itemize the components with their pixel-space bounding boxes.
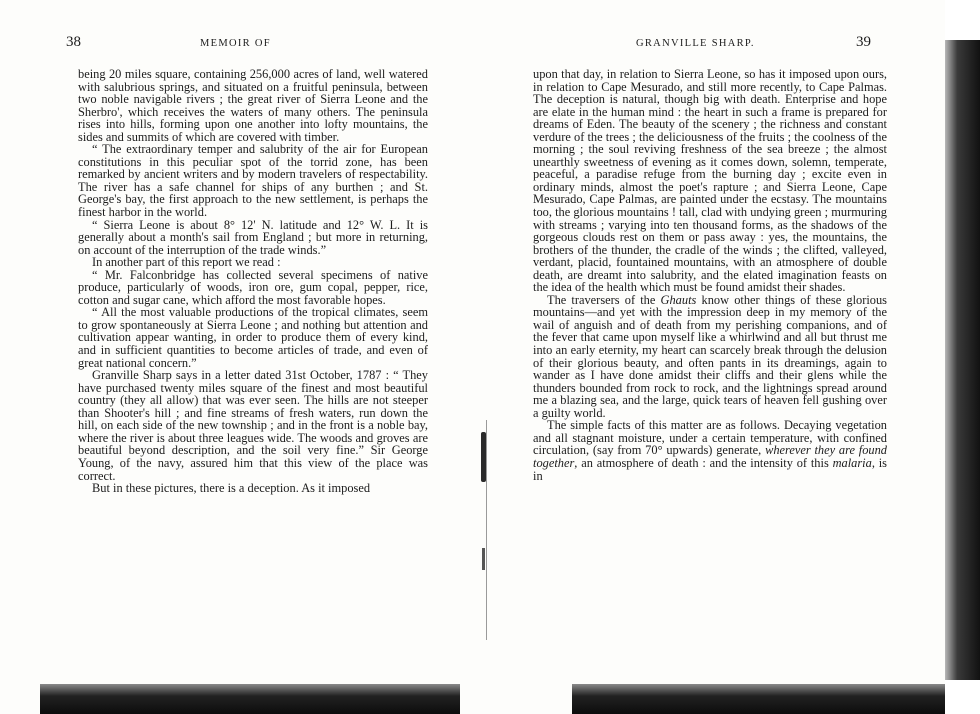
gutter-line [486,420,487,640]
paragraph: “ Mr. Falconbridge has collected several specimens of native produce, particularly of woods, iron ore, gum copal, pepper, rice, cotton and sugar cane, which afford the most favorable hopes. [78,267,428,307]
gutter-mark-small [482,548,485,570]
paragraph: upon that day, in relation to Sierra Leone, so has it imposed upon ours, in relation to Cape Mesurado, and still more recently, to Cape Palmas. The deception is natural, though big with death. Enterprise and hope are elate in the human mind : the heart in such a frame is prepared for dreams of Eden. The beauty of the scenery ; the richness and constant verdure of the trees ; the deliciousness of the fruits ; the coolness of the morning ; the soul reviving freshness of the sea breeze ; the almost unearthly sweetness of evening as it comes down, solemn, temperate, peaceful, a paradise refuge from the burning day ; excite even in ordinary minds, almost the poet's rapture ; and Sierra Leone, Cape Mesurado, Cape Palmas, are painted under the ecstasy. The mountains too, the glorious mountains ! tall, clad with undying green ; murmuring with streams ; varying into ten thousand forms, as the shadows of the gorgeous clouds rest on them or pass away : yes, the mountains, the brothers of the thunder, the cradle of the winds ; the clifted, valleyed, verdant, placid, fountained mountains, with an atmosphere of double death, are dreamt into salubrity, and the elated imagination feasts on the idea of the health which must be found amidst their shades. [533,67,887,295]
paragraph: In another part of this report we read : [92,255,281,270]
page-number-right: 39 [856,34,871,50]
page-edge-shadow [945,40,980,680]
bottom-scan-band-right [572,684,945,714]
paragraph: The traversers of the Ghauts know other things of these glorious mountains—and yet with the impression deep in my memory of the wail of anguish and of death from my perishing companions, and of the fever that came upon myself like a whirlwind and all but thrust me into an early eternity, my heart can scarcely break through the delusion of their glorious beauty, and often pants in its dreamings, again to wander as I have done amidst their cliffs and their glens while the thunders bounded from rock to rock, and the lightnings spread around me a blazing sea, and the large, quick tears of heaven fell gushing over a guilty world. [533,292,887,420]
paragraph: “ The extraordinary temper and salubrity of the air for European constitutions in this peculiar spot of the torrid zone, has been remarked by ancient writers and by modern travelers of respectability. The river has a safe channel for ships of any burthen ; and St. George's bay, the first approach to the new settlement, is perhaps the finest harbor in the world. [78,142,428,220]
bottom-scan-band-left [40,684,460,714]
emphasis: wherever they are found together [533,443,887,470]
emphasis: Ghauts [660,292,697,307]
paragraph: But in these pictures, there is a deception. As it imposed [92,481,371,496]
paragraph: being 20 miles square, containing 256,000 acres of land, well watered with salubrious springs, and situated on a fruitful peninsula, between two noble navigable rivers ; the great river of Sierra Leone and the Sherbro', which receives the waters of many others. The peninsula rises into hills, forming upon one another into lofty mountains, the sides and summits of which are covered with timber. [78,67,428,144]
page-number-left: 38 [66,34,81,50]
running-head-right: GRANVILLE SHARP. [636,38,755,49]
paragraph: “ Sierra Leone is about 8° 12' N. latitude and 12° W. L. It is generally about a month's sail from England ; but more in returning, on account of the interruption of the trade winds.” [78,217,428,257]
gutter-mark [481,432,486,482]
paragraph: Granville Sharp says in a letter dated 31st October, 1787 : “ They have purchased twenty miles square of the finest and most beautiful country (they all allow) that was ever seen. The hills are not steeper than Shooter's hill ; and fine streams of fresh waters, run down the hill, on each side of the new township ; and in the front is a noble bay, where the river is about three leagues wide. The woods and groves are beautiful beyond description, and the soil very fine.” Sir George Young, of the navy, assured him that this view of the place was correct. [78,368,428,483]
emphasis: malaria [832,455,872,470]
right-page-text [533,68,887,482]
running-head-left: MEMOIR OF [200,38,271,49]
left-page-text [78,68,428,495]
paragraph: “ All the most valuable productions of the tropical climates, seem to grow spontaneously at Sierra Leone ; and nothing but attention and cultivation appear wanting, in order to produce them of every kind, and in sufficient quantities to become articles of trade, and even of great national concern.” [78,305,428,370]
paragraph: The simple facts of this matter are as follows. Decaying vegetation and all stagnant moisture, under a certain temperature, with confined circulation, (say from 70° upwards) generate, wherever they are found together, an atmosphere of death : and the intensity of this malaria, is in [533,418,887,483]
